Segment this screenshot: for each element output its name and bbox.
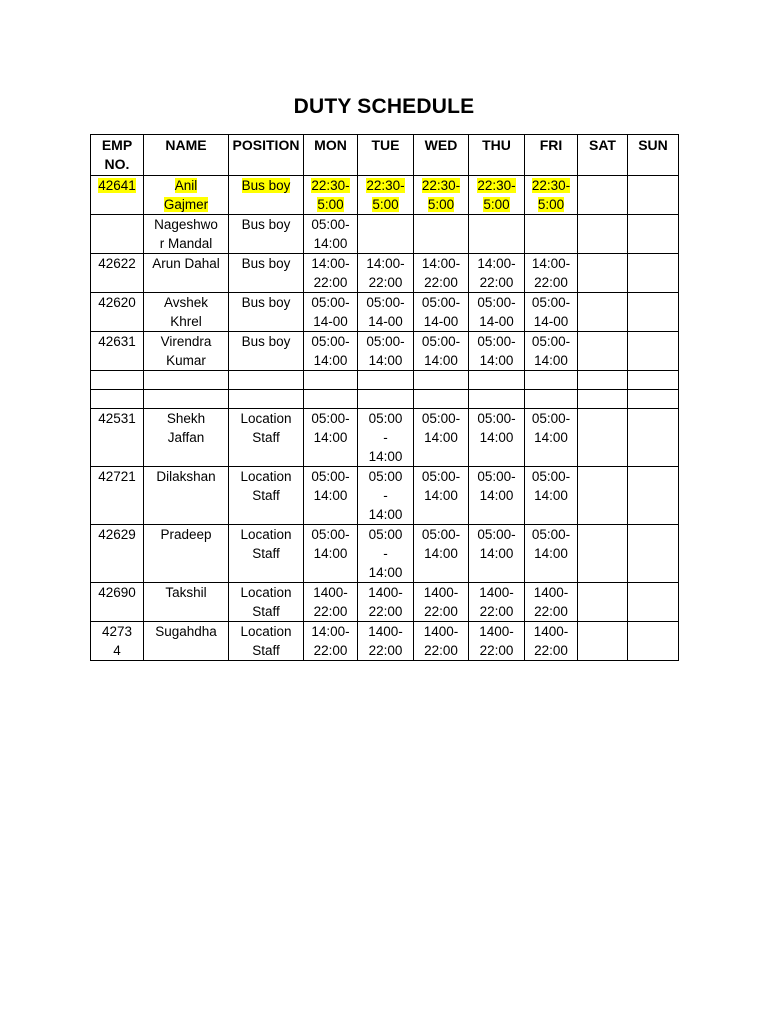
emp-no-cell [91,525,144,583]
cell-text: Shekh [166,411,206,426]
sun-shift-cell [628,293,679,332]
cell-text: 22:30- [311,178,350,193]
mon-shift-cell [304,215,358,254]
emp-no-cell [91,467,144,525]
cell-text: 22:00 [534,604,568,619]
cell-text: 05:00- [421,469,461,484]
table-row [91,409,679,467]
cell-text: 22:00 [424,604,458,619]
mon-shift-cell [304,293,358,332]
cell-text: Sugahdha [155,624,217,639]
wed-shift-cell [414,467,469,525]
cell-text: 14:00 [313,430,348,445]
empty-cell [91,371,144,390]
empty-cell [229,371,304,390]
cell-text: 14:00- [311,624,350,639]
cell-text: 14:00 [313,236,348,251]
cell-text: 14:00- [311,256,350,271]
empty-cell [414,390,469,409]
sat-shift-cell [578,176,628,215]
mon-shift-cell [304,583,358,622]
cell-text: 05:00- [366,295,405,310]
tue-shift-cell [358,332,414,371]
fri-shift-cell [525,467,578,525]
name-cell [144,176,229,215]
cell-text: 14:00 [534,353,568,368]
cell-text: 05:00- [531,469,571,484]
table-row [91,215,679,254]
cell-text: 22:00 [534,275,568,290]
column-header-emp-no [91,135,144,176]
cell-text: 1400- [423,585,459,600]
cell-text: 42641 [98,178,136,193]
sat-shift-cell [578,467,628,525]
cell-text: 05:00- [421,295,461,310]
cell-text: 14:00 [534,488,568,503]
cell-text: 1400- [479,624,514,639]
mon-shift-cell [304,176,358,215]
name-cell [144,409,229,467]
empty-cell [469,371,525,390]
name-cell [144,254,229,293]
fri-shift-cell [525,293,578,332]
cell-text: Bus boy [241,217,291,232]
position-cell [229,176,304,215]
cell-text: 42622 [98,256,136,271]
cell-text: 14:00 [368,353,403,368]
cell-text: 14:00 [313,488,348,503]
cell-text: 5:00 [483,197,510,212]
cell-text: Bus boy [241,334,291,349]
fri-shift-cell [525,176,578,215]
cell-text: 22:00 [368,643,403,658]
cell-text: 05:00- [531,527,571,542]
cell-text: 22:30- [477,178,516,193]
cell-text: 14-00 [368,314,403,329]
mon-shift-cell [304,332,358,371]
wed-shift-cell [414,332,469,371]
empty-cell [469,390,525,409]
empty-cell [628,390,679,409]
cell-text: NAME [165,137,207,153]
cell-text: Location [240,527,292,542]
cell-text: Khrel [170,314,202,329]
cell-text: FRI [539,137,563,153]
cell-text: 14:00- [531,256,571,271]
cell-text: 5:00 [427,197,455,212]
empty-row [91,371,679,390]
cell-text: 22:00 [534,643,568,658]
tue-shift-cell [358,293,414,332]
sat-shift-cell [578,254,628,293]
cell-text: 05:00 [368,469,403,484]
sat-shift-cell [578,215,628,254]
cell-text: Bus boy [241,178,291,193]
cell-text: NO. [104,156,130,172]
thu-shift-cell [469,332,525,371]
name-cell [144,293,229,332]
cell-text: 05:00- [477,527,516,542]
tue-shift-cell [358,622,414,661]
cell-text: Gajmer [163,197,209,212]
cell-text: Location [240,469,292,484]
cell-text: 14:00 [368,449,403,464]
cell-text: 22:00 [313,275,348,290]
cell-text: 05:00 [368,411,403,426]
cell-text: 22:00 [313,604,348,619]
cell-text: 1400- [533,585,569,600]
cell-text: Jaffan [167,430,205,445]
position-cell [229,583,304,622]
position-cell [229,215,304,254]
cell-text: 05:00- [477,295,516,310]
cell-text: 05:00- [421,411,461,426]
cell-text: 5:00 [317,197,344,212]
name-cell [144,525,229,583]
column-header-name [144,135,229,176]
cell-text: 5:00 [537,197,565,212]
page-title: DUTY SCHEDULE [293,95,475,118]
table-row [91,332,679,371]
sun-shift-cell [628,254,679,293]
sat-shift-cell [578,332,628,371]
cell-text: 22:00 [479,643,514,658]
empty-cell [144,390,229,409]
emp-no-cell [91,332,144,371]
emp-no-cell [91,622,144,661]
cell-text: 14:00 [479,546,514,561]
cell-text: 05:00- [311,527,350,542]
table-row [91,622,679,661]
column-header-position [229,135,304,176]
cell-text: 05:00- [421,527,461,542]
cell-text: Bus boy [241,295,291,310]
thu-shift-cell [469,622,525,661]
empty-cell [358,390,414,409]
cell-text: 14:00 [424,353,458,368]
cell-text: 14:00 [424,546,458,561]
cell-text: TUE [371,137,400,153]
wed-shift-cell [414,254,469,293]
cell-text: 42690 [98,585,136,600]
cell-text: 14:00- [477,256,516,271]
cell-text: 14-00 [313,314,348,329]
cell-text: 14:00 [534,430,568,445]
cell-text: 22:00 [479,604,514,619]
table-row [91,254,679,293]
cell-text: Location [240,624,292,639]
cell-text: Arun Dahal [152,256,220,271]
sat-shift-cell [578,583,628,622]
table-body [91,176,679,661]
cell-text: 42629 [98,527,136,542]
cell-text: 14-00 [533,314,569,329]
cell-text: Nageshwo [154,217,218,232]
fri-shift-cell [525,525,578,583]
tue-shift-cell [358,525,414,583]
cell-text: - [383,488,388,503]
empty-row [91,390,679,409]
wed-shift-cell [414,215,469,254]
name-cell [144,215,229,254]
position-cell [229,293,304,332]
cell-text: 22:00 [368,604,403,619]
cell-text: 05:00- [366,334,405,349]
sun-shift-cell [628,332,679,371]
thu-shift-cell [469,293,525,332]
cell-text: 22:00 [368,275,403,290]
thu-shift-cell [469,215,525,254]
cell-text: Staff [252,604,280,619]
cell-text: 22:30- [531,178,571,193]
cell-text: 05:00 [368,527,403,542]
table-row [91,583,679,622]
position-cell [229,467,304,525]
cell-text: Anil [174,178,198,193]
cell-text: 14-00 [423,314,459,329]
mon-shift-cell [304,525,358,583]
sat-shift-cell [578,293,628,332]
cell-text: THU [482,137,511,153]
cell-text: Takshil [165,585,207,600]
empty-cell [525,390,578,409]
cell-text: 1400- [423,624,459,639]
cell-text: MON [314,137,347,153]
position-cell [229,622,304,661]
cell-text: 14:00 [479,488,514,503]
empty-cell [414,371,469,390]
cell-text: 05:00- [477,411,516,426]
cell-text: 14:00- [421,256,461,271]
cell-text: Avshek [163,295,209,310]
fri-shift-cell [525,215,578,254]
cell-text: 1400- [313,585,348,600]
empty-cell [229,390,304,409]
name-cell [144,583,229,622]
sat-shift-cell [578,409,628,467]
column-header-fri [525,135,578,176]
fri-shift-cell [525,583,578,622]
cell-text: 05:00- [531,295,571,310]
cell-text: Location [240,585,292,600]
cell-text: EMP [101,137,133,153]
sat-shift-cell [578,525,628,583]
cell-text: 05:00- [311,334,350,349]
wed-shift-cell [414,409,469,467]
column-header-sat [578,135,628,176]
name-cell [144,332,229,371]
wed-shift-cell [414,622,469,661]
table-row [91,176,679,215]
cell-text: 22:00 [424,643,458,658]
empty-cell [304,371,358,390]
emp-no-cell [91,176,144,215]
empty-cell [91,390,144,409]
cell-text: 1400- [368,624,403,639]
thu-shift-cell [469,467,525,525]
emp-no-cell [91,254,144,293]
wed-shift-cell [414,583,469,622]
column-header-mon [304,135,358,176]
cell-text: 42531 [98,411,136,426]
table-row [91,525,679,583]
cell-text: 1400- [479,585,514,600]
wed-shift-cell [414,293,469,332]
cell-text: 42721 [98,469,136,484]
tue-shift-cell [358,254,414,293]
cell-text: 05:00- [311,217,350,232]
table-row [91,293,679,332]
cell-text: 22:30- [366,178,405,193]
cell-text: 4 [113,643,121,658]
wed-shift-cell [414,525,469,583]
empty-cell [578,390,628,409]
position-cell [229,332,304,371]
cell-text: Dilakshan [156,469,216,484]
position-cell [229,409,304,467]
column-header-wed [414,135,469,176]
empty-cell [144,371,229,390]
cell-text: 1400- [368,585,403,600]
position-cell [229,525,304,583]
cell-text: POSITION [232,137,300,153]
cell-text: 1400- [533,624,569,639]
thu-shift-cell [469,525,525,583]
cell-text: 14-00 [479,314,514,329]
fri-shift-cell [525,332,578,371]
sun-shift-cell [628,176,679,215]
cell-text: SAT [589,137,616,153]
sun-shift-cell [628,409,679,467]
cell-text: 22:00 [479,275,514,290]
cell-text: 05:00- [531,334,571,349]
fri-shift-cell [525,622,578,661]
sun-shift-cell [628,525,679,583]
name-cell [144,467,229,525]
empty-cell [628,371,679,390]
fri-shift-cell [525,409,578,467]
cell-text: 14:00- [366,256,405,271]
cell-text: 14:00 [424,430,458,445]
cell-text: 22:00 [313,643,348,658]
emp-no-cell [91,293,144,332]
table-row [91,467,679,525]
cell-text: 05:00- [311,295,350,310]
cell-text: - [383,430,388,445]
cell-text: r Mandal [159,236,213,251]
cell-text: 05:00- [477,334,516,349]
sun-shift-cell [628,467,679,525]
thu-shift-cell [469,409,525,467]
empty-cell [358,371,414,390]
name-cell [144,622,229,661]
cell-text: Staff [252,546,280,561]
mon-shift-cell [304,467,358,525]
cell-text: WED [424,137,458,153]
empty-cell [578,371,628,390]
tue-shift-cell [358,467,414,525]
tue-shift-cell [358,583,414,622]
cell-text: Pradeep [160,527,212,542]
sun-shift-cell [628,622,679,661]
cell-text: 42631 [98,334,136,349]
cell-text: Staff [252,430,280,445]
cell-text: 05:00- [531,411,571,426]
cell-text: 22:00 [424,275,458,290]
cell-text: 05:00- [477,469,516,484]
cell-text: 14:00 [424,488,458,503]
column-header-thu [469,135,525,176]
cell-text: SUN [638,137,668,153]
thu-shift-cell [469,254,525,293]
emp-no-cell [91,215,144,254]
sun-shift-cell [628,215,679,254]
wed-shift-cell [414,176,469,215]
cell-text: 14:00 [479,353,514,368]
column-header-sun [628,135,679,176]
tue-shift-cell [358,176,414,215]
cell-text: 14:00 [313,353,348,368]
empty-cell [304,390,358,409]
cell-text: Staff [252,643,280,658]
mon-shift-cell [304,254,358,293]
duty-schedule-table [90,134,679,661]
cell-text: Virendra [160,334,212,349]
sun-shift-cell [628,583,679,622]
tue-shift-cell [358,409,414,467]
cell-text: 4273 [101,624,133,639]
cell-text: 14:00 [368,507,403,522]
cell-text: 5:00 [372,197,399,212]
thu-shift-cell [469,583,525,622]
cell-text: Location [240,411,292,426]
empty-cell [525,371,578,390]
cell-text: 22:30- [421,178,461,193]
header-row [91,135,679,176]
fri-shift-cell [525,254,578,293]
cell-text: - [383,546,388,561]
cell-text: Staff [252,488,280,503]
cell-text: 42620 [98,295,136,310]
cell-text: 05:00- [421,334,461,349]
position-cell [229,254,304,293]
cell-text: 14:00 [534,546,568,561]
cell-text: Kumar [166,353,206,368]
emp-no-cell [91,583,144,622]
cell-text: 05:00- [311,469,350,484]
cell-text: 14:00 [479,430,514,445]
thu-shift-cell [469,176,525,215]
cell-text: 14:00 [368,565,403,580]
sat-shift-cell [578,622,628,661]
cell-text: 05:00- [311,411,350,426]
tue-shift-cell [358,215,414,254]
cell-text: Bus boy [241,256,291,271]
emp-no-cell [91,409,144,467]
cell-text: 14:00 [313,546,348,561]
column-header-tue [358,135,414,176]
mon-shift-cell [304,622,358,661]
mon-shift-cell [304,409,358,467]
